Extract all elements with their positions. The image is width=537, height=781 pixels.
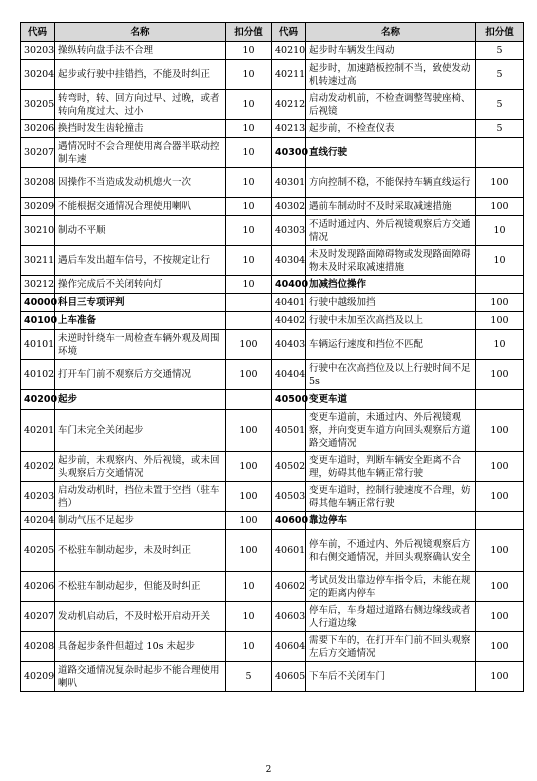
- deduction-score: 100: [476, 168, 524, 198]
- deduction-score: 100: [476, 360, 524, 390]
- table-row: [21, 452, 524, 482]
- item-code: 40302: [272, 198, 306, 216]
- deduction-score: 10: [226, 276, 272, 294]
- table-row: [21, 602, 524, 632]
- deduction-score: 100: [476, 410, 524, 452]
- section-code: 40500: [272, 390, 306, 410]
- deduction-score: 100: [226, 330, 272, 360]
- deduction-score: 100: [476, 312, 524, 330]
- item-code: 40201: [21, 410, 55, 452]
- item-description: 不能根据交通情况合理使用喇叭: [55, 198, 226, 216]
- item-code: 40303: [272, 216, 306, 246]
- header-code-left: 代码: [21, 23, 55, 42]
- deduction-score: 5: [476, 60, 524, 90]
- item-description: 操作完成后不关闭转向灯: [55, 276, 226, 294]
- item-code: 40403: [272, 330, 306, 360]
- deduction-score: 100: [476, 632, 524, 662]
- section-code: 40400: [272, 276, 306, 294]
- deduction-score: 100: [476, 452, 524, 482]
- deduction-score: 10: [226, 60, 272, 90]
- item-description: 停车前，不通过内、外后视镜观察后方和右侧交通情况，并回头观察确认安全: [306, 530, 476, 572]
- item-code: 40102: [21, 360, 55, 390]
- item-description: 发动机启动后，不及时松开启动开关: [55, 602, 226, 632]
- deduction-score: 10: [226, 216, 272, 246]
- item-code: 30203: [21, 42, 55, 60]
- item-description: 不适时通过内、外后视镜观察后方交通情况: [306, 216, 476, 246]
- item-description: 操纵转向盘手法不合理: [55, 42, 226, 60]
- item-description: 车辆运行速度和挡位不匹配: [306, 330, 476, 360]
- section-title: 靠边停车: [306, 512, 476, 530]
- item-code: 40202: [21, 452, 55, 482]
- item-code: 40203: [21, 482, 55, 512]
- deduction-score: 100: [226, 512, 272, 530]
- deduction-score: 100: [476, 198, 524, 216]
- item-description: 道路交通情况复杂时起步不能合理使用喇叭: [55, 662, 226, 692]
- table-row: [21, 294, 524, 312]
- deduction-score: 100: [476, 662, 524, 692]
- item-description: 变更车道时，控制行驶速度不合理，妨碍其他车辆正常行驶: [306, 482, 476, 512]
- item-description: 起步或行驶中挂错挡，不能及时纠正: [55, 60, 226, 90]
- table-row: [21, 330, 524, 360]
- table-row: [21, 390, 524, 410]
- item-description: 因操作不当造成发动机熄火一次: [55, 168, 226, 198]
- item-description: 具备起步条件但超过 10s 未起步: [55, 632, 226, 662]
- item-description: 遇情况时不会合理使用离合器半联动控制车速: [55, 138, 226, 168]
- item-code: 30205: [21, 90, 55, 120]
- deduction-score: 100: [226, 452, 272, 482]
- item-description: 未逆时针绕车一周检查车辆外观及周围环境: [55, 330, 226, 360]
- table-row: [21, 530, 524, 572]
- deduction-score: 100: [476, 602, 524, 632]
- item-description: 变更车道前，未通过内、外后视镜观察，并向变更车道方向回头观察后方道路交通情况: [306, 410, 476, 452]
- deduction-score: 5: [476, 120, 524, 138]
- item-code: 30204: [21, 60, 55, 90]
- deduction-score: [226, 294, 272, 312]
- item-description: 换挡时发生齿轮撞击: [55, 120, 226, 138]
- section-code: 40300: [272, 138, 306, 168]
- header-code-right: 代码: [272, 23, 306, 42]
- deduction-score: 10: [226, 572, 272, 602]
- table-row: [21, 168, 524, 198]
- item-description: 行驶中在次高挡位及以上行驶时间不足 5s: [306, 360, 476, 390]
- item-code: 40603: [272, 602, 306, 632]
- section-title: 起步: [55, 390, 226, 410]
- table-row: [21, 572, 524, 602]
- table-row: [21, 632, 524, 662]
- section-title: 上车准备: [55, 312, 226, 330]
- item-code: 40601: [272, 530, 306, 572]
- section-title: 加减挡位操作: [306, 276, 476, 294]
- deduction-score: 10: [226, 120, 272, 138]
- item-description: 下车后不关闭车门: [306, 662, 476, 692]
- item-description: 遇前车制动时不及时采取减速措施: [306, 198, 476, 216]
- item-code: 40402: [272, 312, 306, 330]
- item-code: 40101: [21, 330, 55, 360]
- item-code: 30210: [21, 216, 55, 246]
- item-code: 30208: [21, 168, 55, 198]
- item-description: 不松驻车制动起步，未及时纠正: [55, 530, 226, 572]
- item-description: 转弯时，转、回方向过早、过晚，或者转向角度过大、过小: [55, 90, 226, 120]
- table-row: [21, 312, 524, 330]
- deduction-score: 10: [226, 168, 272, 198]
- table-row: [21, 90, 524, 120]
- section-code: 40000: [21, 294, 55, 312]
- item-description: 方向控制不稳，不能保持车辆直线运行: [306, 168, 476, 198]
- table-row: [21, 120, 524, 138]
- item-code: 40602: [272, 572, 306, 602]
- item-code: 40404: [272, 360, 306, 390]
- item-code: 40210: [272, 42, 306, 60]
- deduction-score: 10: [226, 90, 272, 120]
- header-score-left: 扣分值: [226, 23, 272, 42]
- item-description: 启动发动机时，挡位未置于空挡（驻车挡）: [55, 482, 226, 512]
- deduction-score: [226, 390, 272, 410]
- deduction-score: [476, 390, 524, 410]
- section-title: 变更车道: [306, 390, 476, 410]
- deduction-score: 5: [226, 662, 272, 692]
- item-description: 起步前，不检查仪表: [306, 120, 476, 138]
- section-code: 40200: [21, 390, 55, 410]
- item-code: 40212: [272, 90, 306, 120]
- deduction-score: 10: [226, 246, 272, 276]
- item-description: 变更车道时，判断车辆安全距离不合理，妨碍其他车辆正常行驶: [306, 452, 476, 482]
- item-code: 40213: [272, 120, 306, 138]
- deduction-score: 10: [476, 216, 524, 246]
- table-row: [21, 360, 524, 390]
- item-description: 起步时，加速踏板控制不当，致使发动机转速过高: [306, 60, 476, 90]
- item-description: 未及时发现路面障碍物或发现路面障碍物未及时采取减速措施: [306, 246, 476, 276]
- item-code: 40209: [21, 662, 55, 692]
- deduction-score: 100: [226, 360, 272, 390]
- table-row: [21, 138, 524, 168]
- item-description: 启动发动机前，不检查调整驾驶座椅、后视镜: [306, 90, 476, 120]
- item-code: 40502: [272, 452, 306, 482]
- deduction-score: 10: [226, 42, 272, 60]
- item-description: 行驶中未加至次高挡及以上: [306, 312, 476, 330]
- deduction-score: 100: [476, 572, 524, 602]
- table-row: [21, 276, 524, 294]
- item-description: 遇后车发出超车信号，不按规定让行: [55, 246, 226, 276]
- header-score-right: 扣分值: [476, 23, 524, 42]
- item-code: 40205: [21, 530, 55, 572]
- deduction-score: [476, 276, 524, 294]
- table-row: [21, 410, 524, 452]
- item-code: 30212: [21, 276, 55, 294]
- table-row: [21, 662, 524, 692]
- deduction-score: 100: [476, 530, 524, 572]
- page-number: 2: [265, 765, 272, 775]
- deduction-score: 100: [476, 294, 524, 312]
- item-description: 不松驻车制动起步，但能及时纠正: [55, 572, 226, 602]
- deduction-score: 100: [226, 530, 272, 572]
- item-code: 30207: [21, 138, 55, 168]
- deduction-score: 100: [226, 482, 272, 512]
- deduction-table: [20, 22, 524, 692]
- table-row: [21, 512, 524, 530]
- item-code: 40301: [272, 168, 306, 198]
- table-row: [21, 60, 524, 90]
- item-description: 考试员发出靠边停车指令后，未能在规定的距离内停车: [306, 572, 476, 602]
- deduction-score: 10: [226, 138, 272, 168]
- item-code: 40304: [272, 246, 306, 276]
- deduction-score: 10: [476, 330, 524, 360]
- item-code: 30206: [21, 120, 55, 138]
- item-code: 40501: [272, 410, 306, 452]
- item-description: 制动气压不足起步: [55, 512, 226, 530]
- deduction-score: [226, 312, 272, 330]
- deduction-score: [476, 138, 524, 168]
- deduction-score: 10: [226, 198, 272, 216]
- item-code: 40206: [21, 572, 55, 602]
- table-row: [21, 246, 524, 276]
- item-code: 40503: [272, 482, 306, 512]
- item-code: 40208: [21, 632, 55, 662]
- item-code: 40604: [272, 632, 306, 662]
- section-title: 直线行驶: [306, 138, 476, 168]
- table-row: [21, 198, 524, 216]
- section-code: 40600: [272, 512, 306, 530]
- section-title: 科目三专项评判: [55, 294, 226, 312]
- deduction-score: 100: [226, 410, 272, 452]
- item-code: 40401: [272, 294, 306, 312]
- section-code: 40100: [21, 312, 55, 330]
- header-name-right: 名称: [306, 23, 476, 42]
- deduction-score: 100: [476, 482, 524, 512]
- deduction-score: 5: [476, 42, 524, 60]
- header-row: [21, 23, 524, 42]
- deduction-score: 10: [476, 246, 524, 276]
- header-name-left: 名称: [55, 23, 226, 42]
- item-description: 行驶中越级加挡: [306, 294, 476, 312]
- table-row: [21, 482, 524, 512]
- table-row: [21, 216, 524, 246]
- item-code: 40204: [21, 512, 55, 530]
- item-description: 制动不平顺: [55, 216, 226, 246]
- deduction-score: [476, 512, 524, 530]
- deduction-score: 10: [226, 602, 272, 632]
- deduction-score: 10: [226, 632, 272, 662]
- item-description: 起步前，未观察内、外后视镜，或未回头观察后方交通情况: [55, 452, 226, 482]
- item-description: 停车后，车身超过道路右侧边缘线或者人行道边缘: [306, 602, 476, 632]
- item-code: 30209: [21, 198, 55, 216]
- item-code: 40207: [21, 602, 55, 632]
- item-description: 起步时车辆发生闯动: [306, 42, 476, 60]
- item-description: 需要下车的，在打开车门前不回头观察左后方交通情况: [306, 632, 476, 662]
- item-code: 40605: [272, 662, 306, 692]
- table-row: [21, 42, 524, 60]
- item-description: 打开车门前不观察后方交通情况: [55, 360, 226, 390]
- item-description: 车门未完全关闭起步: [55, 410, 226, 452]
- item-code: 30211: [21, 246, 55, 276]
- deduction-score: 5: [476, 90, 524, 120]
- item-code: 40211: [272, 60, 306, 90]
